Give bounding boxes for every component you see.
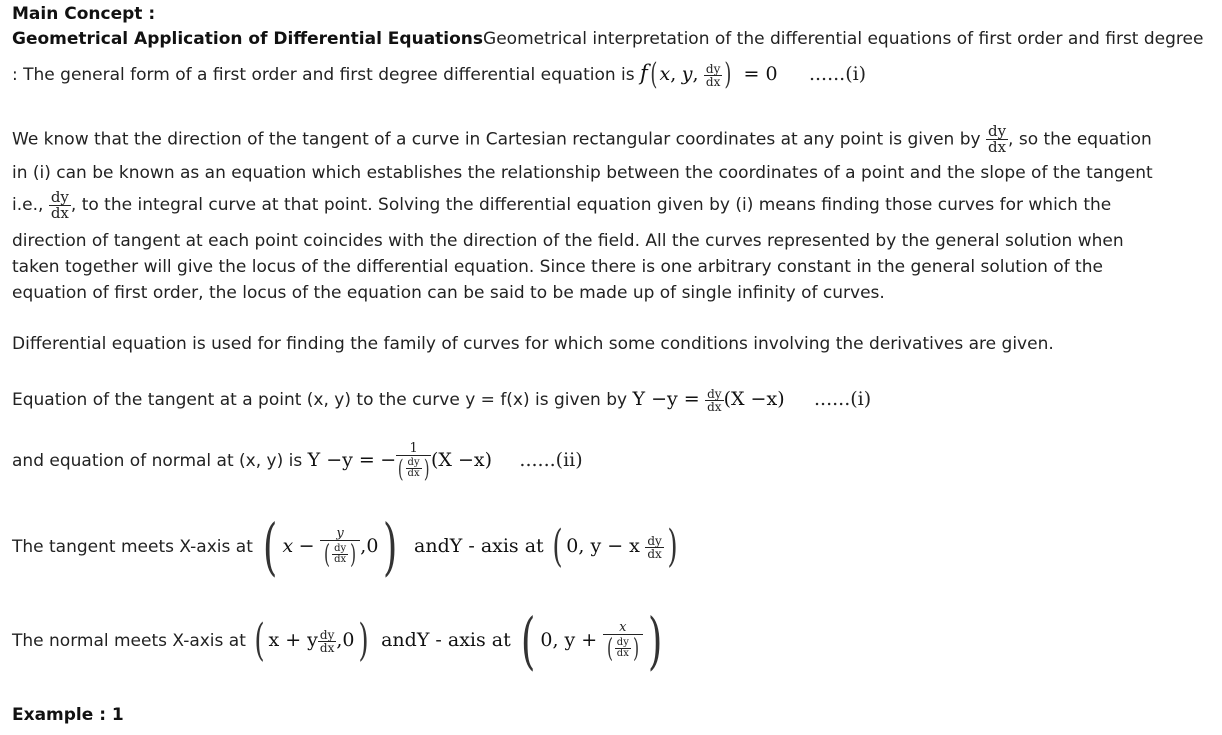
eq-minus: − xyxy=(298,535,315,557)
eq1-label: ......(i) xyxy=(808,63,867,85)
dydx-fraction xyxy=(645,535,663,560)
normal-text: and equation of normal at (x, y) is xyxy=(12,451,303,471)
paren-close: ) xyxy=(357,615,369,666)
dydx-fraction xyxy=(406,458,422,479)
paren-close: ) xyxy=(350,539,357,570)
frac-den: dx xyxy=(704,75,722,88)
para1-line3-head: i.e., xyxy=(12,195,44,215)
tangent-text: Equation of the tangent at a point (x, y) to the curve y = f(x) is given by xyxy=(12,390,628,410)
frac-den xyxy=(603,634,643,662)
para1-line6: equation of first order, the locus of the equation can be said to be made up of single infinity of curves. xyxy=(12,283,885,303)
frac-num: dy xyxy=(987,122,1007,140)
paren-open: ( xyxy=(650,57,658,92)
general-form-line xyxy=(12,57,1218,91)
paren-open: ( xyxy=(552,521,563,572)
tangent-meets-line xyxy=(12,510,1218,583)
frac-num: dy xyxy=(50,187,69,206)
eq-x: x xyxy=(659,63,671,85)
paren-close: ) xyxy=(423,454,430,483)
frac-num: dy xyxy=(705,61,721,76)
dydx-fraction xyxy=(332,544,348,565)
eq-comma: , xyxy=(360,535,367,557)
frac-num: dy xyxy=(707,386,722,401)
frac-num: y xyxy=(336,525,344,541)
eq-zero-y-plus: 0, y + xyxy=(540,629,598,651)
general-form-text: : The general form of a first order and first degree differential equation is xyxy=(12,65,635,85)
para1-line3 xyxy=(12,189,1218,221)
frac-den: dx xyxy=(705,400,723,413)
frac-den: dx xyxy=(986,139,1008,155)
eq-x-plus-y: x + y xyxy=(268,629,318,651)
tangent-label: ......(i) xyxy=(814,388,872,410)
frac-num: dy xyxy=(319,627,335,642)
frac-den: dx xyxy=(406,468,422,479)
eq-neg: − xyxy=(380,449,397,471)
eq-zero-val: 0 xyxy=(342,629,355,651)
and-y-axis-text: andY - axis at xyxy=(381,629,511,651)
eq-f: f xyxy=(640,61,648,85)
paren-close: ) xyxy=(632,633,639,664)
paren-close: ) xyxy=(647,604,663,677)
eq-comma: , xyxy=(336,629,343,651)
normal-meets-line xyxy=(12,604,1218,677)
frac-den: dx xyxy=(615,648,631,659)
para1-line1-text: We know that the direction of the tangent of a curve in Cartesian rectangular coordinates at any point is given by xyxy=(12,129,981,150)
y-over-dydx xyxy=(320,527,360,568)
frac-den: dx xyxy=(49,205,71,221)
eq-y: y xyxy=(681,63,693,85)
paren-close: ) xyxy=(724,57,732,92)
frac-den: dx xyxy=(332,554,348,565)
title-line xyxy=(12,27,1218,51)
eq-x: x xyxy=(282,535,294,557)
para1-line5: taken together will give the locus of the differential equation. Since there is one arbitrary constant in the general solution of the xyxy=(12,257,1103,277)
para1-line2: in (i) can be known as an equation which establishes the relationship between the coordinates of a point and the slope of the tangent xyxy=(12,163,1153,183)
tangent-equation-line xyxy=(12,382,1218,417)
normal-label: ......(ii) xyxy=(519,449,583,471)
para1-line4: direction of tangent at each point coincides with the direction of the field. All the curves represented by the general solution when xyxy=(12,231,1124,251)
para1-line3-tail: , to the integral curve at that point. Solving the differential equation given by (i) means finding those curves for which the xyxy=(70,195,1112,215)
para1-line1 xyxy=(12,124,1218,155)
frac-num: dy xyxy=(616,637,629,648)
frac-num: dy xyxy=(407,457,420,468)
paren-open: ( xyxy=(254,615,266,666)
main-concept-heading: Main Concept : xyxy=(12,4,156,24)
dydx-fraction xyxy=(704,63,722,88)
dydx-fraction xyxy=(615,638,631,659)
frac-num: x xyxy=(619,619,627,635)
eq-X-minus-x: (X −x) xyxy=(430,449,493,471)
eq-zero: = 0 xyxy=(743,63,778,85)
paren-open: ( xyxy=(323,539,331,570)
frac-num: dy xyxy=(334,543,347,554)
paren-open: ( xyxy=(398,454,404,483)
dydx-fraction xyxy=(986,124,1008,155)
frac-den xyxy=(320,540,360,568)
paren-open: ( xyxy=(263,510,278,583)
dydx-fraction xyxy=(318,629,336,654)
and-y-axis-text: andY - axis at xyxy=(414,535,544,557)
eq-zero-y-minus-x: 0, y − x xyxy=(566,535,640,557)
example-heading: Example : 1 xyxy=(12,705,124,725)
frac-num: 1 xyxy=(409,440,418,456)
tangent-meets-text: The tangent meets X-axis at xyxy=(12,537,253,557)
eq-comma-1: , xyxy=(670,63,677,85)
dydx-fraction xyxy=(49,187,71,222)
paren-close: ) xyxy=(667,521,678,572)
normal-meets-text: The normal meets X-axis at xyxy=(12,631,246,651)
eq-X-minus-x: (X −x) xyxy=(723,388,785,410)
frac-num: dy xyxy=(647,533,662,548)
one-over-dydx xyxy=(396,442,431,481)
frac-den: dx xyxy=(645,547,663,560)
eq-comma-2: , xyxy=(692,63,699,85)
frac-den xyxy=(396,455,431,481)
frac-den: dx xyxy=(318,641,336,654)
dydx-fraction xyxy=(705,388,723,413)
x-over-dydx xyxy=(603,621,643,662)
para2: Differential equation is used for finding the family of curves for which some conditions involving the derivatives are given. xyxy=(12,334,1054,354)
title-bold: Geometrical Application of Differential Equations xyxy=(12,29,484,49)
paren-open: ( xyxy=(520,604,536,677)
eq-Y-minus-y: Y −y = xyxy=(632,388,700,410)
normal-equation-line xyxy=(12,434,1218,487)
paren-open: ( xyxy=(606,633,613,664)
eq-Y-minus-y: Y −y = xyxy=(307,449,375,471)
paren-close: ) xyxy=(383,510,398,583)
title-rest: Geometrical interpretation of the differential equations of first order and first degree xyxy=(483,29,1204,49)
para1-line1-tail: , so the equation xyxy=(1008,129,1152,150)
eq-zero-val: 0 xyxy=(366,535,379,557)
